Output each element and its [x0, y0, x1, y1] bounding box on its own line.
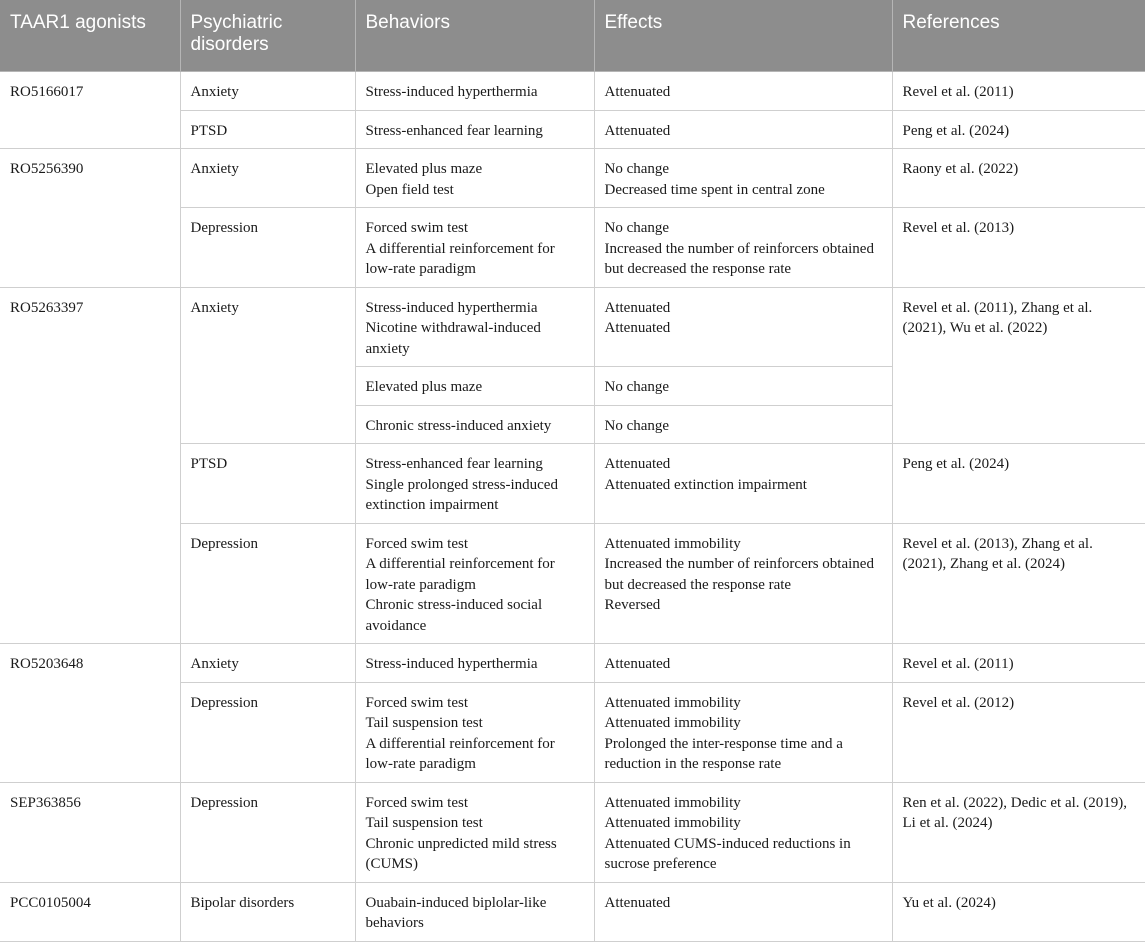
effect-line: Prolonged the inter-response time and a reduction in the response rate: [604, 735, 843, 772]
behaviors-cell: [355, 287, 594, 367]
behaviors-cell: [355, 444, 594, 524]
behavior-line: Nicotine withdrawal-induced anxiety: [365, 320, 541, 357]
effect-line: Attenuated immobility: [604, 694, 741, 711]
references-cell: Revel et al. (2011), Zhang et al. (2021), Wu et al. (2022): [892, 287, 1145, 444]
effect-line: Attenuated: [604, 456, 671, 472]
behavior-line: Forced swim test: [365, 694, 468, 711]
effect-line: Attenuated immobility: [604, 815, 741, 831]
references-cell: Revel et al. (2013): [892, 208, 1145, 288]
references-cell: Peng et al. (2024): [892, 110, 1145, 149]
effect-line: Increased the number of reinforcers obtained but decreased the response rate: [604, 240, 874, 277]
effects-cell: [594, 444, 892, 524]
effect-line: Reversed: [604, 597, 661, 613]
effects-cell: [594, 882, 892, 941]
effects-cell: [594, 367, 892, 406]
header-behaviors: Behaviors: [355, 0, 594, 72]
disorder-cell: Anxiety: [180, 72, 355, 111]
disorder-cell: PTSD: [180, 110, 355, 149]
disorder-cell: Anxiety: [180, 644, 355, 683]
behavior-line: Elevated plus maze: [365, 161, 483, 177]
behavior-line: Forced swim test: [365, 535, 468, 552]
behavior-line: Stress-induced hyperthermia: [365, 299, 538, 316]
behaviors-cell: [355, 405, 594, 444]
disorder-cell: PTSD: [180, 444, 355, 524]
behavior-line: Open field test: [365, 181, 454, 198]
behavior-line: Chronic stress-induced anxiety: [365, 417, 552, 434]
disorder-cell: Anxiety: [180, 149, 355, 208]
behavior-line: Stress-induced hyperthermia: [365, 656, 538, 672]
disorder-cell: Bipolar disorders: [180, 882, 355, 941]
effects-cell: [594, 644, 892, 683]
behaviors-cell: [355, 208, 594, 288]
effects-cell: [594, 72, 892, 111]
behaviors-cell: [355, 72, 594, 111]
references-cell: Revel et al. (2013), Zhang et al. (2021), Zhang et al. (2024): [892, 523, 1145, 644]
behavior-line: Forced swim test: [365, 220, 468, 236]
effects-cell: [594, 110, 892, 149]
table-row: [0, 644, 1145, 683]
disorder-cell: Depression: [180, 782, 355, 882]
table-row: [0, 287, 1145, 367]
behaviors-cell: [355, 367, 594, 406]
behavior-line: Ouabain-induced biplolar-like behaviors: [365, 894, 547, 931]
agonist-cell: RO5263397: [0, 287, 180, 644]
effect-line: No change: [604, 161, 670, 177]
disorder-cell: Depression: [180, 682, 355, 782]
behavior-line: Tail suspension test: [365, 815, 483, 831]
effect-line: No change: [604, 220, 670, 236]
behavior-line: Stress-enhanced fear learning: [365, 122, 543, 139]
behaviors-cell: [355, 782, 594, 882]
behavior-line: Chronic stress-induced social avoidance: [365, 597, 543, 634]
behavior-line: A differential reinforcement for low-rate paradigm: [365, 556, 555, 593]
behavior-line: A differential reinforcement for low-rate paradigm: [365, 735, 555, 772]
disorder-cell: Anxiety: [180, 287, 355, 444]
header-psychiatric-disorders: Psychiatric disorders: [180, 0, 355, 72]
effect-line: Attenuated immobility: [604, 715, 741, 731]
behaviors-cell: [355, 644, 594, 683]
table-row: [0, 882, 1145, 941]
behaviors-cell: [355, 523, 594, 644]
behavior-line: Forced swim test: [365, 794, 468, 811]
effect-line: Attenuated: [604, 894, 671, 911]
behavior-line: Stress-enhanced fear learning: [365, 456, 543, 472]
references-cell: Raony et al. (2022): [892, 149, 1145, 208]
agonist-cell: RO5166017: [0, 72, 180, 149]
references-cell: Yu et al. (2024): [892, 882, 1145, 941]
effect-line: No change: [604, 379, 670, 395]
effects-cell: [594, 287, 892, 367]
agonist-cell: RO5256390: [0, 149, 180, 288]
effect-line: Attenuated: [604, 320, 671, 336]
effect-line: Attenuated: [604, 84, 671, 100]
header-effects: Effects: [594, 0, 892, 72]
effects-cell: [594, 405, 892, 444]
behavior-line: Stress-induced hyperthermia: [365, 84, 538, 100]
effects-cell: [594, 782, 892, 882]
behaviors-cell: [355, 882, 594, 941]
references-cell: Revel et al. (2011): [892, 72, 1145, 111]
header-taar1-agonists: TAAR1 agonists: [0, 0, 180, 72]
effect-line: Decreased time spent in central zone: [604, 181, 825, 198]
behaviors-cell: [355, 149, 594, 208]
references-cell: Revel et al. (2012): [892, 682, 1145, 782]
table-row: [0, 72, 1145, 111]
effects-cell: [594, 149, 892, 208]
effect-line: Attenuated immobility: [604, 535, 741, 552]
header-row: [0, 0, 1145, 72]
agonist-cell: PCC0105004: [0, 882, 180, 941]
behavior-line: Chronic unpredicted mild stress (CUMS): [365, 835, 557, 872]
references-cell: Revel et al. (2011): [892, 644, 1145, 683]
effects-cell: [594, 682, 892, 782]
table-row: [0, 149, 1145, 208]
effects-cell: [594, 208, 892, 288]
disorder-cell: Depression: [180, 523, 355, 644]
behaviors-cell: [355, 682, 594, 782]
table-body: [0, 72, 1145, 942]
behavior-line: Single prolonged stress-induced extinction impairment: [365, 476, 558, 513]
behavior-line: Tail suspension test: [365, 715, 483, 731]
behavior-line: Elevated plus maze: [365, 379, 483, 395]
effect-line: Attenuated: [604, 122, 671, 139]
header-references: References: [892, 0, 1145, 72]
effect-line: Increased the number of reinforcers obtained but decreased the response rate: [604, 556, 874, 593]
effect-line: Attenuated: [604, 656, 671, 672]
behavior-line: A differential reinforcement for low-rate paradigm: [365, 240, 555, 277]
agonist-cell: SEP363856: [0, 782, 180, 882]
disorder-cell: Depression: [180, 208, 355, 288]
references-cell: Peng et al. (2024): [892, 444, 1145, 524]
references-cell: Ren et al. (2022), Dedic et al. (2019), Li et al. (2024): [892, 782, 1145, 882]
behaviors-cell: [355, 110, 594, 149]
effects-cell: [594, 523, 892, 644]
effect-line: Attenuated: [604, 299, 671, 316]
table-row: [0, 782, 1145, 882]
effect-line: No change: [604, 417, 670, 434]
effect-line: Attenuated extinction impairment: [604, 476, 807, 493]
table-header: [0, 0, 1145, 72]
effect-line: Attenuated CUMS-induced reductions in sucrose preference: [604, 835, 851, 872]
effect-line: Attenuated immobility: [604, 794, 741, 811]
agonist-cell: RO5203648: [0, 644, 180, 783]
